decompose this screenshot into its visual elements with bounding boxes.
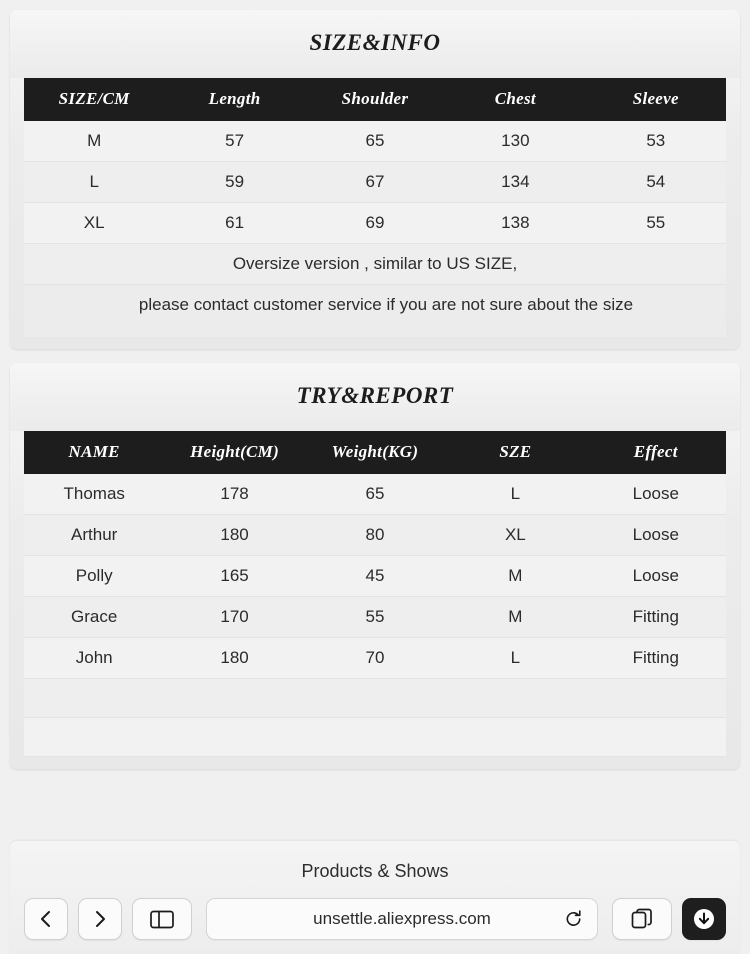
size-table-body [24,121,726,337]
try-report-title: TRY&REPORT [10,363,740,431]
cell: 65 [305,474,445,515]
size-table-head [24,78,726,121]
size-col-sleeve: Sleeve [586,78,726,121]
cell [586,718,726,757]
size-info-card [10,10,740,349]
cell: Arthur [24,515,164,556]
cell [305,718,445,757]
copy-tabs-icon [631,908,653,930]
cell: 57 [164,121,304,162]
cell: Fitting [586,638,726,679]
table-row [24,638,726,679]
cell: 53 [586,121,726,162]
cell: Polly [24,556,164,597]
size-table [24,78,726,337]
url-text: unsettle.aliexpress.com [313,909,491,928]
try-table-head [24,431,726,474]
cell: 55 [305,597,445,638]
try-col-name: NAME [24,431,164,474]
cell [305,679,445,718]
download-arrow-icon [693,908,715,930]
cell: M [445,556,585,597]
table-row-empty [24,679,726,718]
note-row-1 [24,244,726,285]
cell: L [445,638,585,679]
cell: 45 [305,556,445,597]
downloads-button[interactable] [682,898,726,940]
cell: 165 [164,556,304,597]
browser-toolbar [10,898,740,954]
cell: 80 [305,515,445,556]
cell: Thomas [24,474,164,515]
cell: 134 [445,162,585,203]
table-row [24,556,726,597]
cell: 54 [586,162,726,203]
size-col-shoulder: Shoulder [305,78,445,121]
chevron-left-icon [38,909,54,929]
size-card-footer-spacer [10,337,740,349]
try-table-body [24,474,726,757]
try-report-table [24,431,726,757]
page-title: Products & Shows [301,861,449,881]
cell [586,679,726,718]
table-row [24,515,726,556]
cell: 180 [164,638,304,679]
cell: M [24,121,164,162]
try-col-effect: Effect [586,431,726,474]
try-col-weight: Weight(KG) [305,431,445,474]
cell: 70 [305,638,445,679]
cell: 69 [305,203,445,244]
size-col-size: SIZE/CM [24,78,164,121]
size-col-length: Length [164,78,304,121]
size-note-primary: Oversize version , similar to US SIZE, [24,244,726,285]
cell: 67 [305,162,445,203]
cell: Loose [586,515,726,556]
cell: XL [445,515,585,556]
try-report-card [10,363,740,769]
cell [164,718,304,757]
cell [24,679,164,718]
table-row-empty [24,718,726,757]
cell: 178 [164,474,304,515]
cell: M [445,597,585,638]
table-header-row [24,78,726,121]
cell: L [445,474,585,515]
table-row [24,121,726,162]
cell [24,718,164,757]
cell: L [24,162,164,203]
reload-icon[interactable] [564,910,583,929]
note-row-2 [24,285,726,338]
cell: 130 [445,121,585,162]
cell [164,679,304,718]
address-bar[interactable] [206,898,598,940]
cell: Loose [586,556,726,597]
size-info-title: SIZE&INFO [10,10,740,78]
sidebar-icon [150,910,174,929]
size-col-chest: Chest [445,78,585,121]
cell: 138 [445,203,585,244]
cell: John [24,638,164,679]
cell: XL [24,203,164,244]
cell: 55 [586,203,726,244]
cell: Loose [586,474,726,515]
chevron-right-icon [92,909,108,929]
tabs-button[interactable] [612,898,672,940]
try-table-wrap [10,431,740,757]
table-header-row [24,431,726,474]
cell: 170 [164,597,304,638]
table-row [24,597,726,638]
cell: Fitting [586,597,726,638]
table-row [24,474,726,515]
table-row [24,203,726,244]
size-table-wrap [10,78,740,337]
cell: 65 [305,121,445,162]
cell [445,679,585,718]
browser-bottom-bar [10,841,740,954]
cell: Grace [24,597,164,638]
table-row [24,162,726,203]
try-col-height: Height(CM) [164,431,304,474]
size-note-secondary: please contact customer service if you are not sure about the size [24,285,726,338]
try-col-size: SZE [445,431,585,474]
cell: 59 [164,162,304,203]
cell: 180 [164,515,304,556]
sidebar-toggle-button[interactable] [132,898,192,940]
try-card-footer-spacer [10,757,740,769]
cell [445,718,585,757]
cell: 61 [164,203,304,244]
forward-button[interactable] [78,898,122,940]
back-button[interactable] [24,898,68,940]
